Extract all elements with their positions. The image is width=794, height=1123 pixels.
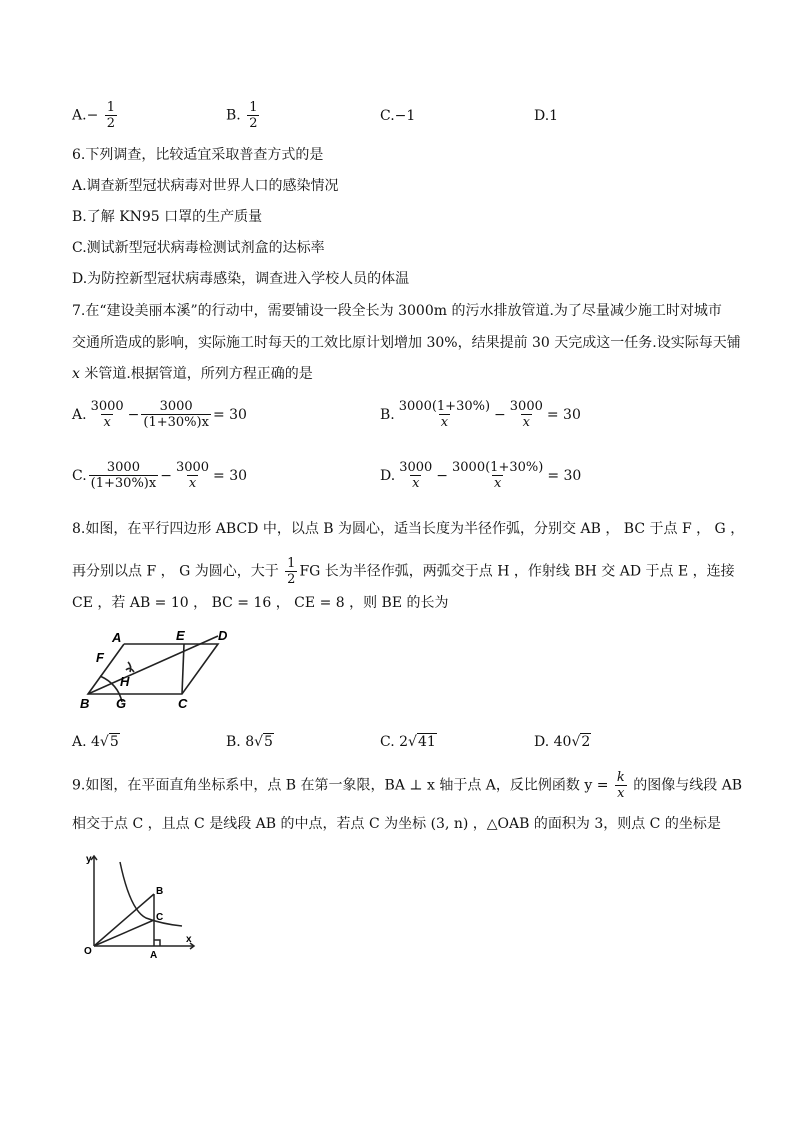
q7-stem-line2: 交通所造成的影响，实际施工时每天的工效比原计划增加 30%，结果提前 30 天完成这一任务.设实际每天铺 [72,335,741,351]
q5-option-c: C.−1 [380,108,416,124]
label-y: y [86,854,92,865]
q8-option-a: A. 4√5 [72,734,119,750]
q7-stem-line3: x 米管道.根据管道，所列方程正确的是 [72,366,313,382]
q8-stem-line1: 8.如图，在平行四边形 ABCD 中，以点 B 为圆心，适当长度为半径作弧，分别交 AB ， BC 于点 F ， G ， [72,521,745,537]
q7-option-a: A. $\frac{3000}{x}$ − $\frac{3000}{(1+30\%)x}$ = 30 [72,399,247,430]
q8-stem-line3: CE ，若 AB = 10 ， BC = 16 ， CE = 8 ，则 BE 的长为 [72,595,449,611]
label-a: A [112,630,122,645]
label-a: A [150,950,158,961]
q5-option-a: A.− $\frac{1}{2}$ [72,100,116,131]
label-o: O [84,946,92,957]
q6-option-a: A.调查新型冠状病毒对世界人口的感染情况 [72,178,339,194]
q7-option-d: D. $\frac{3000}{x}$ − $\frac{3000(1+30\%)}{x}$ = 30 [380,460,582,491]
q8-parallelogram-figure [78,624,238,712]
q5-option-b: B. $\frac{1}{2}$ [226,100,258,131]
q5-option-d: D.1 [534,108,559,124]
label-c: C [156,912,164,923]
label-b: B [80,696,90,711]
q6-option-d: D.为防控新型冠状病毒感染，调查进入学校人员的体温 [72,271,410,287]
label-e: E [176,628,185,643]
q9-stem-line2: 相交于点 C ，且点 C 是线段 AB 的中点，若点 C 为坐标 (3, n) ，△OAB 的面积为 3，则点 C 的坐标是 [72,816,721,832]
label-f: F [96,650,104,665]
q8-option-c: C. 2√41 [380,734,436,750]
label-c: C [178,696,188,711]
label-g: G [116,696,127,711]
q7-option-c: C. $\frac{3000}{(1+30\%)x}$ − $\frac{3000}{x}$ = 30 [72,460,248,491]
q9-stem-line1: 9.如图，在平面直角坐标系中，点 B 在第一象限，BA ⊥ x 轴于点 A，反比例函数 y = $\frac{k}{x}$ 的图像与线段 AB [72,770,743,801]
q7-option-b: B. $\frac{3000(1+30\%)}{x}$ − $\frac{3000}{x}$ = 30 [380,399,581,430]
label-d: D [218,628,228,643]
q8-option-d: D. 40√2 [534,734,591,750]
label-b: B [156,886,164,897]
q6-option-b: B.了解 KN95 口罩的生产质量 [72,209,263,225]
q8-option-b: B. 8√5 [226,734,273,750]
q6-option-c: C.测试新型冠状病毒检测试剂盒的达标率 [72,240,325,256]
label-x: x [186,934,192,945]
q9-coordinate-figure [76,850,200,970]
label-h: H [120,674,130,689]
q6-stem: 6.下列调查，比较适宜采取普查方式的是 [72,147,324,163]
q7-stem-line1: 7.在“建设美丽本溪”的行动中，需要铺设一段全长为 3000m 的污水排放管道.为了尽量减少施工时对城市 [72,303,722,319]
q8-stem-line2: 再分别以点 F ， G 为圆心，大于 $\frac{1}{2}$ FG 长为半径作弧，两弧交于点 H ，作射线 BH 交 AD 于点 E ，连接 [72,556,735,587]
